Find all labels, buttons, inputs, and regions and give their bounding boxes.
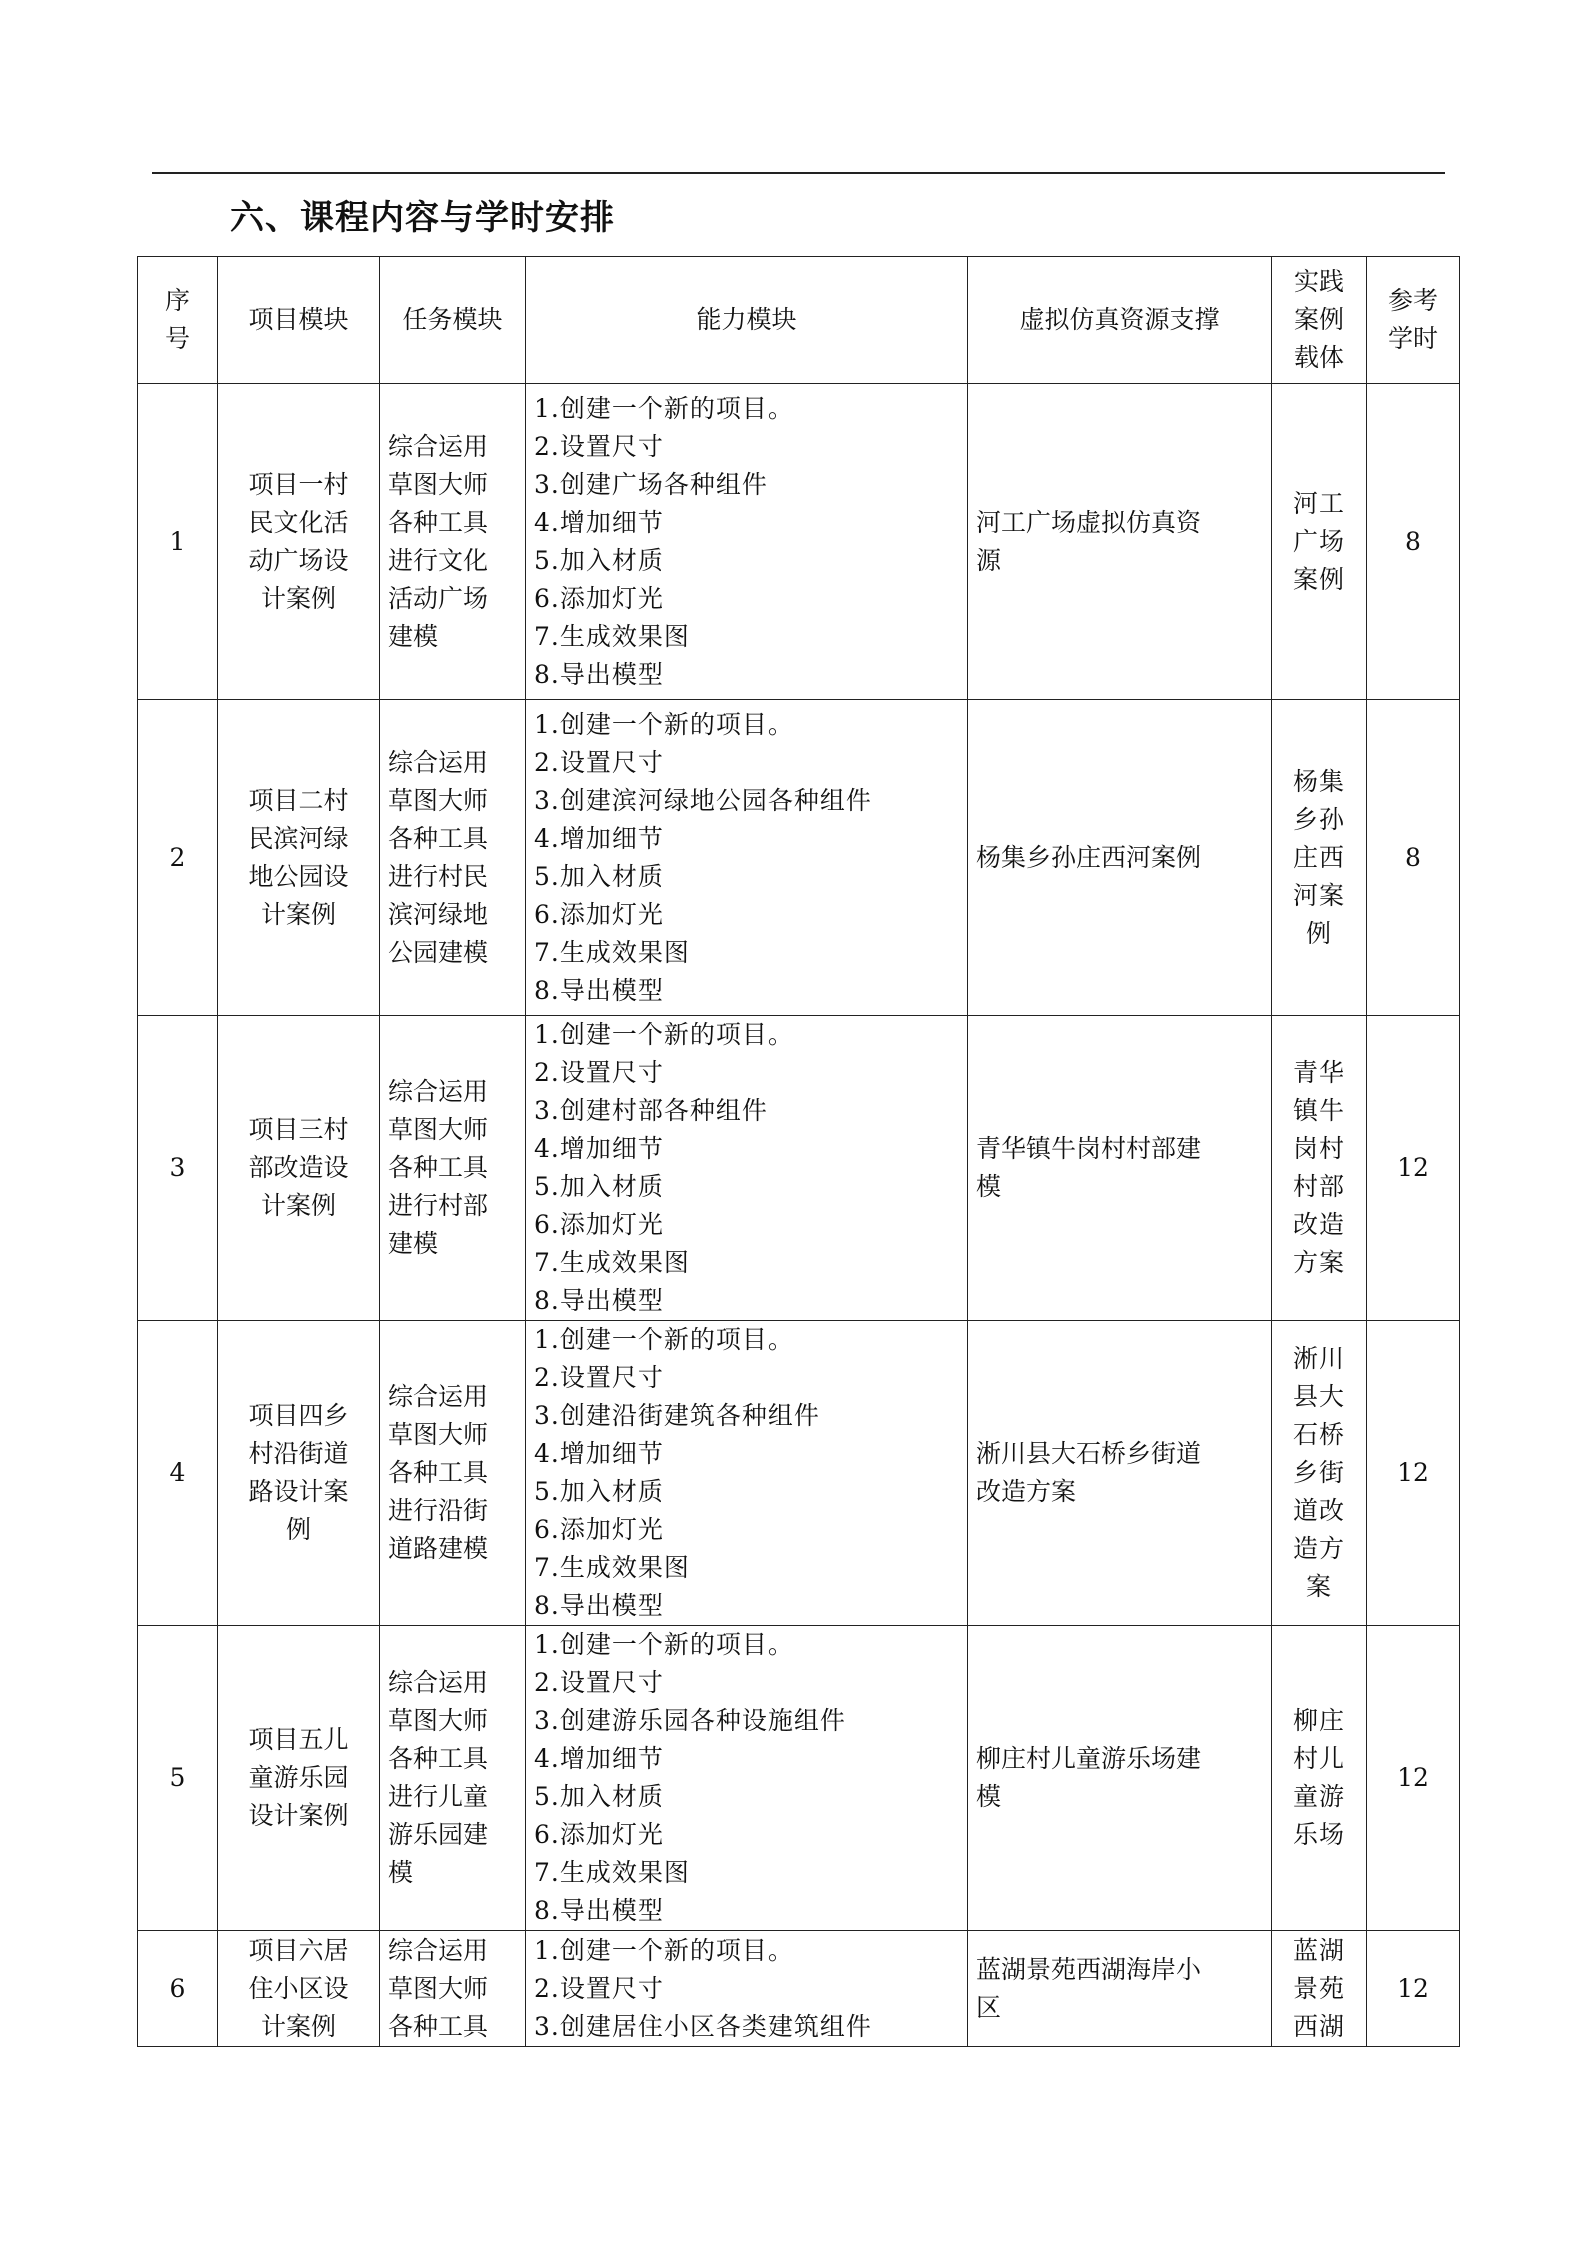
cell-ability	[526, 1626, 968, 1931]
task-text: 草图大师	[388, 1973, 489, 2003]
cell-project	[218, 384, 380, 700]
project-text: 村沿街道	[248, 1439, 349, 1468]
cell-project	[218, 1931, 380, 2047]
ability-item: 6.添加灯光	[534, 899, 664, 929]
header-no-text: 号	[164, 324, 190, 353]
ability-item: 4.增加细节	[534, 1439, 664, 1468]
ability-item: 5.加入材质	[534, 545, 664, 575]
cell-project	[218, 1321, 380, 1626]
task-text: 各种工具	[388, 1153, 489, 1182]
project-text: 民文化活	[248, 507, 349, 537]
header-carrier	[1272, 257, 1367, 384]
cell-resource	[968, 1321, 1272, 1626]
resource-text: 青华镇牛岗村村部建	[976, 1134, 1202, 1163]
header-hours	[1367, 257, 1460, 384]
ability-item: 8.导出模型	[534, 1591, 664, 1620]
cell-ability	[526, 384, 968, 700]
project-text: 路设计案	[248, 1477, 349, 1506]
cell-task	[380, 384, 526, 700]
ability-item: 3.创建村部各种组件	[534, 1096, 768, 1125]
task-text: 草图大师	[388, 469, 489, 499]
ability-item: 2.设置尺寸	[534, 431, 664, 461]
ability-item: 4.增加细节	[534, 1134, 664, 1163]
ability-item: 1.创建一个新的项目。	[534, 709, 794, 739]
ability-item: 1.创建一个新的项目。	[534, 1020, 794, 1049]
carrier-text: 乡街	[1292, 1458, 1345, 1487]
ability-item: 2.设置尺寸	[534, 1363, 664, 1392]
table-row	[138, 1626, 1460, 1931]
task-text: 综合运用	[388, 1382, 489, 1411]
cell-hours: 12	[1367, 1626, 1460, 1931]
carrier-text: 童游	[1292, 1782, 1345, 1811]
table-row	[138, 1321, 1460, 1626]
task-text: 草图大师	[388, 1115, 489, 1144]
ability-item: 4.增加细节	[534, 507, 664, 537]
cell-resource	[968, 700, 1272, 1016]
task-text: 游乐园建	[388, 1820, 489, 1849]
carrier-text: 道改	[1292, 1496, 1345, 1525]
carrier-text: 造方	[1292, 1534, 1345, 1563]
resource-text: 蓝湖景苑西湖海岸小	[976, 1954, 1202, 1984]
project-text: 动广场设	[248, 545, 349, 575]
header-hours-text: 学时	[1387, 324, 1438, 353]
cell-no: 4	[138, 1321, 218, 1626]
task-text: 综合运用	[388, 431, 489, 461]
ability-item: 6.添加灯光	[534, 1210, 664, 1239]
project-text: 部改造设	[248, 1153, 349, 1182]
task-text: 进行儿童	[388, 1782, 489, 1811]
task-text: 滨河绿地	[388, 899, 489, 929]
ability-item: 3.创建广场各种组件	[534, 469, 768, 499]
header-ability: 能力模块	[526, 257, 968, 384]
cell-ability	[526, 1016, 968, 1321]
ability-item: 8.导出模型	[534, 975, 664, 1005]
carrier-text: 案例	[1292, 564, 1345, 594]
task-text: 公园建模	[388, 937, 489, 967]
carrier-text: 案	[1305, 1572, 1332, 1601]
task-text: 进行沿街	[388, 1496, 489, 1525]
task-text: 进行文化	[388, 545, 489, 575]
cell-carrier	[1272, 384, 1367, 700]
project-text: 民滨河绿	[248, 823, 349, 853]
ability-item: 3.创建沿街建筑各种组件	[534, 1401, 820, 1430]
project-text: 项目六居	[248, 1935, 349, 1965]
carrier-text: 方案	[1292, 1248, 1345, 1277]
ability-item: 4.增加细节	[534, 823, 664, 853]
ability-item: 8.导出模型	[534, 659, 664, 689]
ability-item: 7.生成效果图	[534, 1858, 690, 1887]
carrier-text: 西湖	[1292, 2011, 1345, 2041]
project-text: 项目三村	[248, 1115, 349, 1144]
ability-item: 7.生成效果图	[534, 1248, 690, 1277]
resource-text: 杨集乡孙庄西河案例	[976, 842, 1202, 872]
carrier-text: 村儿	[1292, 1744, 1345, 1773]
resource-text: 模	[976, 1782, 1002, 1811]
cell-ability	[526, 700, 968, 1016]
carrier-text: 县大	[1292, 1382, 1345, 1411]
task-text: 道路建模	[388, 1534, 489, 1563]
task-text: 进行村民	[388, 861, 489, 891]
carrier-text: 镇牛	[1292, 1096, 1345, 1125]
ability-item: 6.添加灯光	[534, 1515, 664, 1544]
carrier-text: 例	[1305, 918, 1332, 948]
cell-carrier	[1272, 1016, 1367, 1321]
task-text: 草图大师	[388, 1420, 489, 1449]
ability-item: 1.创建一个新的项目。	[534, 1935, 794, 1965]
cell-hours: 12	[1367, 1016, 1460, 1321]
ability-item: 2.设置尺寸	[534, 1058, 664, 1087]
project-text: 住小区设	[248, 1973, 349, 2003]
table-row	[138, 700, 1460, 1016]
ability-item: 8.导出模型	[534, 1286, 664, 1315]
ability-item: 5.加入材质	[534, 861, 664, 891]
ability-item: 7.生成效果图	[534, 621, 690, 651]
carrier-text: 广场	[1292, 526, 1345, 556]
carrier-text: 景苑	[1292, 1973, 1345, 2003]
ability-item: 1.创建一个新的项目。	[534, 1630, 794, 1659]
header-rule	[152, 172, 1445, 174]
task-text: 各种工具	[388, 507, 489, 537]
ability-item: 5.加入材质	[534, 1782, 664, 1811]
task-text: 各种工具	[388, 1458, 489, 1487]
cell-hours: 12	[1367, 1931, 1460, 2047]
cell-project	[218, 1626, 380, 1931]
header-carrier-text: 实践	[1293, 267, 1344, 296]
cell-hours: 8	[1367, 384, 1460, 700]
header-no	[138, 257, 218, 384]
carrier-text: 乡孙	[1292, 804, 1345, 834]
ability-item: 7.生成效果图	[534, 937, 690, 967]
carrier-text: 庄西	[1292, 842, 1345, 872]
header-row	[138, 257, 1460, 384]
ability-item: 3.创建滨河绿地公园各种组件	[534, 785, 872, 815]
ability-item: 7.生成效果图	[534, 1553, 690, 1582]
header-resource: 虚拟仿真资源支撑	[968, 257, 1272, 384]
course-schedule-table	[137, 256, 1460, 2047]
header-no-text: 序	[164, 286, 190, 315]
cell-resource	[968, 384, 1272, 700]
cell-project	[218, 1016, 380, 1321]
task-text: 综合运用	[388, 1668, 489, 1697]
task-text: 综合运用	[388, 1077, 489, 1106]
cell-task	[380, 700, 526, 1016]
cell-task	[380, 1016, 526, 1321]
carrier-text: 村部	[1292, 1172, 1345, 1201]
task-text: 各种工具	[388, 1744, 489, 1773]
resource-text: 河工广场虚拟仿真资	[976, 507, 1202, 537]
cell-ability	[526, 1321, 968, 1626]
project-text: 例	[285, 1515, 311, 1544]
project-text: 童游乐园	[248, 1763, 349, 1792]
project-text: 计案例	[260, 2011, 336, 2041]
cell-carrier	[1272, 1626, 1367, 1931]
cell-no: 1	[138, 384, 218, 700]
resource-text: 淅川县大石桥乡街道	[976, 1439, 1202, 1468]
project-text: 项目四乡	[248, 1401, 349, 1430]
cell-project	[218, 700, 380, 1016]
task-text: 各种工具	[388, 823, 489, 853]
project-text: 项目一村	[248, 469, 349, 499]
carrier-text: 河案	[1292, 880, 1345, 910]
header-hours-text: 参考	[1387, 286, 1438, 315]
task-text: 模	[388, 1858, 414, 1887]
ability-item: 6.添加灯光	[534, 1820, 664, 1849]
cell-ability	[526, 1931, 968, 2047]
task-text: 综合运用	[388, 1935, 489, 1965]
cell-carrier	[1272, 1321, 1367, 1626]
task-text: 进行村部	[388, 1191, 489, 1220]
project-text: 项目五儿	[248, 1725, 349, 1754]
cell-task	[380, 1931, 526, 2047]
task-text: 建模	[388, 621, 439, 651]
cell-carrier	[1272, 700, 1367, 1016]
ability-item: 2.设置尺寸	[534, 1973, 664, 2003]
carrier-text: 杨集	[1292, 766, 1345, 796]
resource-text: 源	[976, 545, 1002, 575]
ability-item: 2.设置尺寸	[534, 747, 664, 777]
ability-item: 1.创建一个新的项目。	[534, 393, 794, 423]
carrier-text: 河工	[1292, 488, 1345, 518]
cell-no: 3	[138, 1016, 218, 1321]
carrier-text: 乐场	[1292, 1820, 1345, 1849]
carrier-text: 石桥	[1292, 1420, 1345, 1449]
ability-item: 2.设置尺寸	[534, 1668, 664, 1697]
header-carrier-text: 案例	[1293, 305, 1344, 334]
table-row	[138, 1016, 1460, 1321]
section-title: 六、课程内容与学时安排	[230, 198, 615, 238]
table-row	[138, 384, 1460, 700]
ability-item: 5.加入材质	[534, 1477, 664, 1506]
project-text: 计案例	[260, 899, 336, 929]
task-text: 各种工具	[388, 2011, 489, 2041]
carrier-text: 柳庄	[1292, 1706, 1345, 1735]
task-text: 建模	[388, 1229, 439, 1258]
resource-text: 区	[976, 1992, 1002, 2022]
ability-item: 3.创建居住小区各类建筑组件	[534, 2011, 872, 2041]
cell-hours: 12	[1367, 1321, 1460, 1626]
project-text: 地公园设	[248, 861, 349, 891]
ability-item: 5.加入材质	[534, 1172, 664, 1201]
resource-text: 模	[976, 1172, 1002, 1201]
resource-text: 柳庄村儿童游乐场建	[976, 1744, 1202, 1773]
task-text: 活动广场	[388, 583, 489, 613]
header-carrier-text: 载体	[1293, 343, 1344, 372]
project-text: 计案例	[260, 1191, 336, 1220]
cell-no: 5	[138, 1626, 218, 1931]
cell-resource	[968, 1626, 1272, 1931]
cell-task	[380, 1626, 526, 1931]
ability-item: 8.导出模型	[534, 1896, 664, 1925]
ability-item: 4.增加细节	[534, 1744, 664, 1773]
task-text: 综合运用	[388, 747, 489, 777]
cell-resource	[968, 1931, 1272, 2047]
carrier-text: 岗村	[1292, 1134, 1345, 1163]
project-text: 项目二村	[248, 785, 349, 815]
cell-hours: 8	[1367, 700, 1460, 1016]
resource-text: 改造方案	[976, 1477, 1077, 1506]
carrier-text: 青华	[1292, 1058, 1345, 1087]
header-task: 任务模块	[380, 257, 526, 384]
task-text: 草图大师	[388, 785, 489, 815]
project-text: 设计案例	[248, 1801, 349, 1830]
cell-resource	[968, 1016, 1272, 1321]
carrier-text: 改造	[1292, 1210, 1345, 1239]
table-row	[138, 1931, 1460, 2047]
cell-no: 2	[138, 700, 218, 1016]
carrier-text: 淅川	[1292, 1344, 1345, 1373]
task-text: 草图大师	[388, 1706, 489, 1735]
ability-item: 6.添加灯光	[534, 583, 664, 613]
cell-carrier	[1272, 1931, 1367, 2047]
carrier-text: 蓝湖	[1292, 1935, 1345, 1965]
project-text: 计案例	[260, 583, 336, 613]
header-project: 项目模块	[218, 257, 380, 384]
ability-item: 3.创建游乐园各种设施组件	[534, 1706, 846, 1735]
ability-item: 1.创建一个新的项目。	[534, 1325, 794, 1354]
cell-no: 6	[138, 1931, 218, 2047]
cell-task	[380, 1321, 526, 1626]
